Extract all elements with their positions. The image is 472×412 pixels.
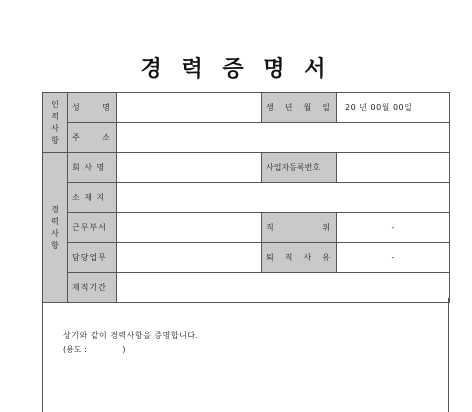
address-label-cell xyxy=(68,123,117,153)
reason-label-cell xyxy=(262,243,337,273)
statement-text: 상기와 같이 경력사항을 증명합니다. xyxy=(63,331,199,340)
address-label-char-1: 주 xyxy=(72,133,80,142)
company-field[interactable] xyxy=(117,153,262,183)
company-label: 회 사 명 xyxy=(68,153,117,183)
reason-label-char-2: 직 xyxy=(284,253,293,262)
reason-label-char-4: 유 xyxy=(322,253,330,262)
department-field[interactable] xyxy=(117,213,262,243)
row-address xyxy=(43,123,450,153)
statement-box xyxy=(42,298,449,412)
birth-label-cell xyxy=(262,93,337,123)
position-label-char-2: 위 xyxy=(322,223,330,232)
row-department xyxy=(43,213,450,243)
birth-label-char-3: 월 xyxy=(303,103,312,112)
section-career-text: 경 력 사 항 xyxy=(51,204,59,250)
section-personal-text: 인 적 사 항 xyxy=(51,99,59,145)
position-label-cell xyxy=(262,213,337,243)
duties-field[interactable] xyxy=(117,243,262,273)
name-label-cell xyxy=(68,93,117,123)
biz-no-field[interactable] xyxy=(337,153,450,183)
section-personal-label xyxy=(43,93,68,153)
row-company xyxy=(43,153,450,183)
reason-label-char-3: 사 xyxy=(303,253,312,262)
name-label-char-1: 성 xyxy=(72,103,80,112)
period-label: 재직기간 xyxy=(68,273,117,303)
birth-label-char-2: 년 xyxy=(284,103,293,112)
section-career-label xyxy=(43,153,68,303)
position-field[interactable]: - xyxy=(337,213,450,243)
certificate-form-table xyxy=(42,92,450,303)
row-duties xyxy=(43,243,450,273)
usage-text: (용도 : ) xyxy=(63,345,126,354)
department-label: 근무부서 xyxy=(68,213,117,243)
name-field[interactable] xyxy=(117,93,262,123)
document-title: 경 력 증 명 서 xyxy=(140,57,332,82)
address-field[interactable] xyxy=(117,123,450,153)
address-label-char-2: 소 xyxy=(102,133,110,142)
location-field[interactable] xyxy=(117,183,450,213)
location-label: 소 재 지 xyxy=(68,183,117,213)
birth-date-field[interactable]: 20 년 00월 00일 xyxy=(337,93,450,123)
reason-field[interactable]: - xyxy=(337,243,450,273)
reason-label-char-1: 퇴 xyxy=(266,253,274,262)
birth-label-char-1: 생 xyxy=(266,103,274,112)
row-location xyxy=(43,183,450,213)
biz-no-label: 사업자등록번호 xyxy=(262,153,337,183)
birth-label-char-4: 일 xyxy=(322,103,330,112)
name-label-char-2: 명 xyxy=(102,103,110,112)
row-name-birth xyxy=(43,93,450,123)
duties-label: 담당업무 xyxy=(68,243,117,273)
position-label-char-1: 직 xyxy=(266,223,274,232)
